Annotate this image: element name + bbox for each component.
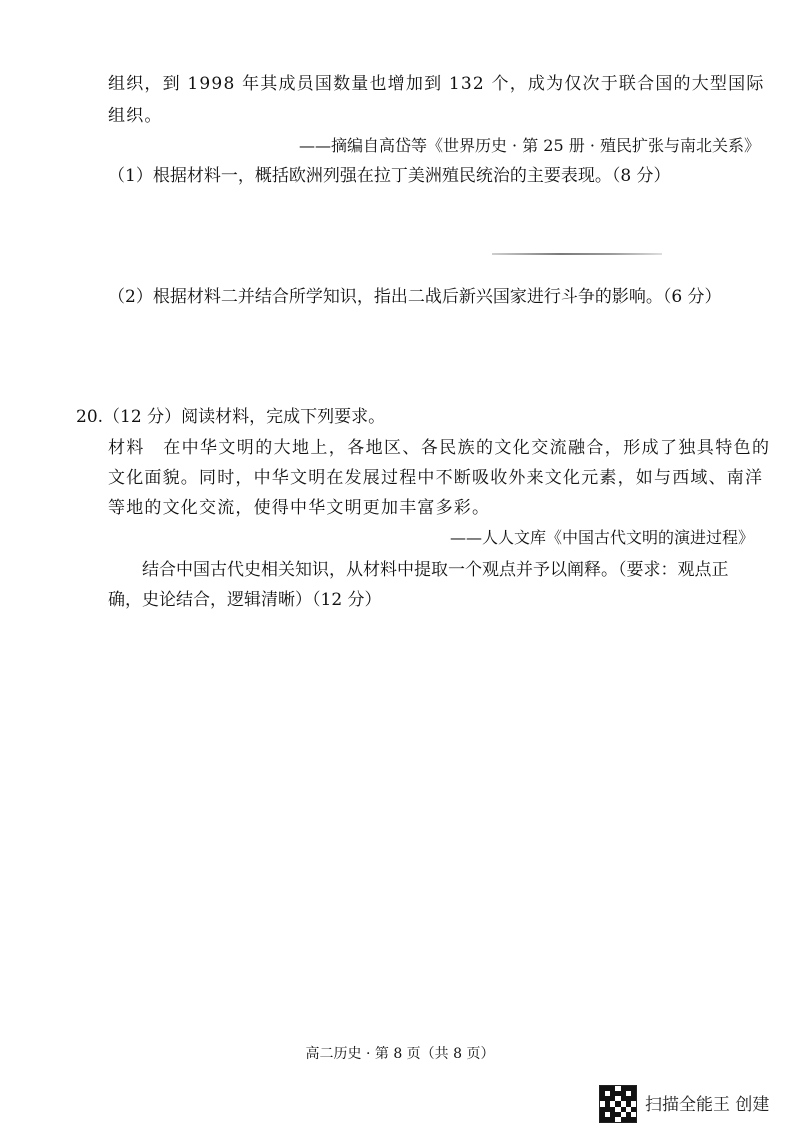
question-2: （2）根据材料二并结合所学知识，指出二战后新兴国家进行斗争的影响。（6 分） bbox=[108, 287, 722, 307]
page-footer: 高二历史 · 第 8 页（共 8 页） bbox=[305, 1046, 495, 1062]
question-1: （1）根据材料一，概括欧洲列强在拉丁美洲殖民统治的主要表现。（8 分） bbox=[108, 166, 671, 186]
question-20-material-line-3: 等地的文化交流，使得中华文明更加丰富多彩。 bbox=[108, 498, 491, 518]
question-20-material-line-1: 材料 在中华文明的大地上，各地区、各民族的文化交流融合，形成了独具特色的 bbox=[108, 438, 771, 458]
question-20-prompt-line-2: 确，史论结合，逻辑清晰）（12 分） bbox=[108, 590, 382, 610]
material-cont-line-1: 组织，到 1998 年其成员国数量也增加到 132 个，成为仅次于联合国的大型国际 bbox=[108, 74, 765, 94]
question-20-source: ——人人文库《中国古代文明的演进过程》 bbox=[449, 528, 754, 547]
scanner-watermark: 扫描全能王 创建 bbox=[645, 1095, 770, 1115]
material-cont-line-2: 组织。 bbox=[108, 106, 163, 126]
qr-code-icon bbox=[599, 1085, 637, 1123]
question-20-header: 20.（12 分）阅读材料，完成下列要求。 bbox=[76, 407, 386, 427]
question-20-material-line-2: 文化面貌。同时，中华文明在发展过程中不断吸收外来文化元素，如与西域、南洋 bbox=[108, 468, 764, 488]
pen-mark bbox=[492, 253, 662, 255]
material-source: ——摘编自高岱等《世界历史 · 第 25 册 · 殖民扩张与南北关系》 bbox=[298, 136, 760, 155]
question-20-prompt-line-1: 结合中国古代史相关知识，从材料中提取一个观点并予以阐释。（要求：观点正 bbox=[142, 560, 729, 580]
